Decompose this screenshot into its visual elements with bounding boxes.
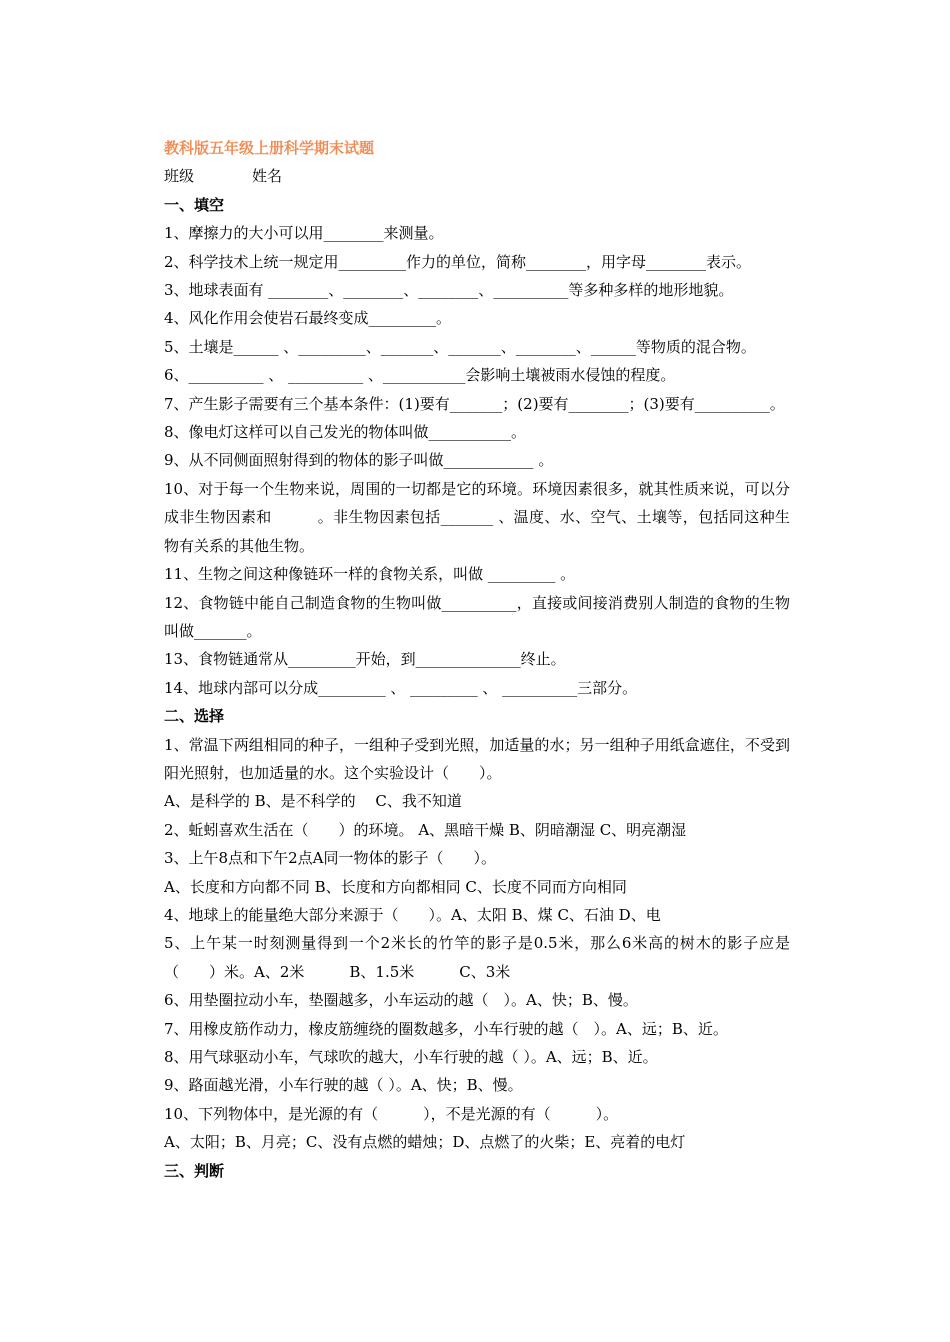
question-item: 5、土壤是______ 、_________、_______、_______、________、______等物质的混合物。 [164, 337, 756, 356]
exam-content [164, 134, 790, 1185]
question-item: 8、用气球驱动小车，气球吹的越大，小车行驶的越（ ）。A、远；B、近。 [164, 1048, 658, 1066]
question-item: 14、地球内部可以分成_________ 、 _________ 、 __________三部分。 [164, 678, 638, 697]
answer-options: A、是科学的 B、是不科学的 C、我不知道 [164, 792, 462, 811]
question-item: 12、食物链中能自己制造食物的生物叫做__________，直接或间接消费别人制造的食物的生物叫做_______。 [164, 593, 790, 640]
question-item: 7、用橡皮筋作动力，橡皮筋缠绕的圈数越多，小车行驶的越（ ）。A、远；B、近。 [164, 1019, 728, 1038]
question-item: 4、风化作用会使岩石最终变成_________。 [164, 309, 452, 328]
answer-options: A、长度和方向都不同 B、长度和方向都相同 C、长度不同而方向相同 [164, 877, 627, 896]
question-item: 1、常温下两组相同的种子，一组种子受到光照，加适量的水；另一组种子用纸盒遮住，不受到阳光照射，也加适量的水。这个实验设计（ ）。 [164, 735, 790, 782]
question-item: 2、蚯蚓喜欢生活在（ ）的环境。 A、黑暗干燥 B、阴暗潮湿 C、明亮潮湿 [164, 820, 687, 839]
question-item: 1、摩擦力的大小可以用________来测量。 [164, 224, 444, 243]
name-label: 姓名 [252, 167, 283, 186]
class-label: 班级 [164, 167, 195, 186]
question-item: 13、食物链通常从_________开始，到______________终止。 [164, 650, 566, 669]
question-item: 9、路面越光滑，小车行驶的越（ ）。A、快；B、慢。 [164, 1076, 523, 1095]
section-heading-fill-blank: 一、填空 [164, 195, 225, 214]
question-item: 2、科学技术上统一规定用_________作力的单位，简称________，用字母________表示。 [164, 252, 752, 271]
question-item: 7、产生影子需要有三个基本条件：(1)要有_______；(2)要有________；(3)要有__________。 [164, 394, 785, 413]
question-item: 6、__________ 、 __________ 、___________会影响土壤被雨水侵蚀的程度。 [164, 366, 676, 385]
answer-options: A、太阳；B、月亮；C、没有点燃的蜡烛；D、点燃了的火柴；E、亮着的电灯 [164, 1133, 686, 1152]
question-item: 11、生物之间这种像链环一样的食物关系，叫做 _________ 。 [164, 565, 576, 584]
question-item: 10、对于每一个生物来说，周围的一切都是它的环境。环境因素很多，就其性质来说，可以分成非生物因素和 。非生物因素包括_______ 、温度、水、空气、土壤等，包括同这种生物有关系的其他生物。 [164, 479, 790, 555]
question-item: 8、像电灯这样可以自己发光的物体叫做___________。 [164, 423, 527, 442]
question-item: 3、地球表面有 ________、________、________、__________等多种多样的地形地貌。 [164, 281, 734, 300]
section-heading-multiple-choice: 二、选择 [164, 707, 225, 726]
question-item: 6、用垫圈拉动小车，垫圈越多，小车运动的越（ ）。A、快；B、慢。 [164, 991, 638, 1010]
question-item: 5、上午某一时刻测量得到一个2米长的竹竿的影子是0.5米，那么6米高的树木的影子应是（ ）米。A、2米 B、1.5米 C、3米 [164, 934, 790, 981]
student-info-row [164, 162, 790, 190]
question-item: 4、地球上的能量绝大部分来源于（ ）。A、太阳 B、煤 C、石油 D、电 [164, 905, 661, 924]
question-item: 10、下列物体中，是光源的有（ ），不是光源的有（ ）。 [164, 1104, 619, 1123]
page-title: 教科版五年级上册科学期末试题 [164, 139, 375, 157]
section-heading-true-false: 三、判断 [164, 1161, 225, 1180]
question-item: 9、从不同侧面照射得到的物体的影子叫做____________ 。 [164, 451, 554, 470]
question-item: 3、上午8点和下午2点A同一物体的影子（ ）。 [164, 849, 496, 868]
